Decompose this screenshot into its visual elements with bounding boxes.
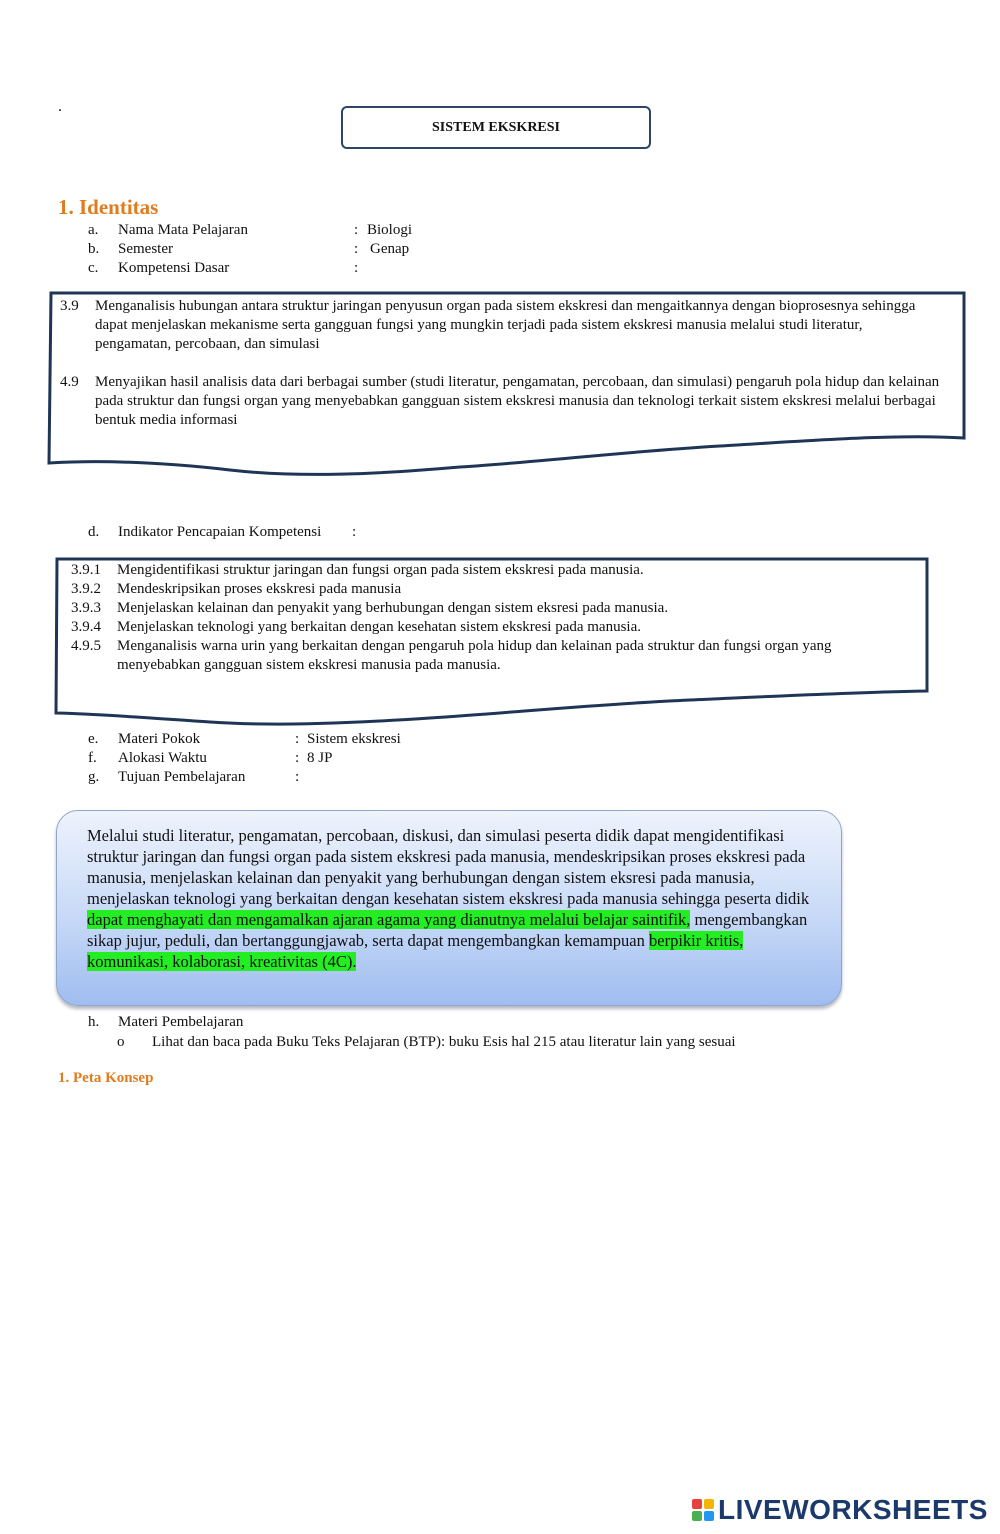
materi-row [88, 1013, 488, 1032]
logo-text: LIVEWORKSHEETS [718, 1494, 988, 1525]
logo-square [692, 1511, 702, 1521]
bullet-icon: o [117, 1034, 125, 1050]
kd-item [60, 373, 940, 430]
row-letter: b. [88, 241, 100, 257]
row-letter: g. [88, 769, 100, 785]
indikator-number: 4.9.5 [71, 638, 101, 654]
row-label: Tujuan Pembelajaran [118, 769, 246, 785]
section-heading-peta-konsep: 1. Peta Konsep [58, 1070, 154, 1086]
row-label: Materi Pembelajaran [118, 1014, 244, 1030]
tujuan-highlight: dapat menghayati dan mengamalkan ajaran agama yang dianutnya melalui belajar saintifik, [87, 910, 691, 929]
row-colon: : [354, 222, 359, 238]
row-label: Indikator Pencapaian Kompetensi [118, 524, 322, 540]
row-colon: : [295, 769, 300, 785]
logo-icon [692, 1499, 714, 1521]
row-value: 8 JP [307, 750, 333, 766]
tujuan-highlight: berpikir kritis, komunikasi, kolaborasi, kreativitas (4C). [87, 931, 744, 971]
kd-number: 4.9 [60, 374, 79, 390]
row-letter: e. [88, 731, 99, 747]
indikator-list [71, 561, 911, 675]
tujuan-text-part: mengembangkan sikap jujur, peduli, dan bertanggungjawab, serta dapat mengembangkan kemampuan [87, 910, 808, 950]
logo-square [704, 1511, 714, 1521]
kd-number: 3.9 [60, 298, 79, 314]
identity-row-materi-pokok [88, 730, 488, 749]
row-value: Genap [370, 241, 410, 257]
row-label: Materi Pokok [118, 731, 201, 747]
indikator-text: Mengidentifikasi struktur jaringan dan fungsi organ pada sistem ekskresi pada manusia. [117, 562, 644, 578]
kd-list [60, 297, 940, 430]
page-title: SISTEM EKSKRESI [432, 119, 560, 135]
section-heading-identitas: 1. Identitas [58, 195, 159, 219]
indikator-text: Menjelaskan kelainan dan penyakit yang berhubungan dengan sistem eksresi pada manusia. [117, 600, 669, 616]
row-value: Biologi [367, 222, 413, 238]
indikator-item [71, 580, 911, 599]
kd-item [60, 297, 940, 354]
row-colon: : [295, 750, 300, 766]
indikator-number: 3.9.4 [71, 619, 101, 635]
indikator-number: 3.9.2 [71, 581, 101, 597]
row-letter: d. [88, 524, 100, 540]
materi-item-text: Lihat dan baca pada Buku Teks Pelajaran (BTP): buku Esis hal 215 atau literatur lain yang sesuai [152, 1034, 736, 1050]
kd-text: Menyajikan hasil analisis data dari berbagai sumber (studi literatur, pengamatan, percobaan, dan simulasi) pengaruh pola hidup dan kelainan pada struktur dan fungsi organ yang menyebabkan gangguan sistem ekskresi manusia dan teknologi terkait sistem ekskresi melalui berbagai bentuk media informasi [95, 374, 940, 428]
row-label: Alokasi Waktu [118, 750, 207, 766]
indikator-number: 3.9.3 [71, 600, 101, 616]
logo-square [704, 1499, 714, 1509]
indikator-item [71, 599, 911, 618]
row-letter: f. [88, 750, 97, 766]
identity-row-alokasi [88, 749, 488, 768]
row-colon: : [354, 260, 359, 276]
indikator-item [71, 561, 911, 580]
tujuan-text-part: Melalui studi literatur, pengamatan, percobaan, diskusi, dan simulasi peserta didik dapat mengidentifikasi struktur jaringan dan fungsi organ pada sistem ekskresi pada manusia, mendeskripsikan proses ekskresi pada manusia, menjelaskan kelainan dan penyakit yang berhubungan dengan sistem eksresi pada manusia, menjelaskan teknologi yang berkaitan dengan kesehatan sistem ekskresi pada manusia sehingga peserta didik [87, 826, 810, 908]
indikator-text: Menjelaskan teknologi yang berkaitan dengan kesehatan sistem ekskresi pada manusia. [117, 619, 642, 635]
logo-square [692, 1499, 702, 1509]
kd-text: Menganalisis hubungan antara struktur jaringan penyusun organ pada sistem ekskresi dan mengaitkannya dengan bioprosesnya sehingga dapat menjelaskan mekanisme serta gangguan fungsi yang mungkin terjadi pada sistem ekskresi manusia melalui studi literatur, pengamatan, percobaan, dan simulasi [95, 298, 916, 352]
indikator-item [71, 637, 911, 675]
tujuan-text [87, 825, 812, 972]
row-colon: : [354, 241, 359, 257]
materi-item [117, 1033, 837, 1052]
row-colon: : [295, 731, 300, 747]
row-letter: c. [88, 260, 99, 276]
row-colon: : [352, 524, 357, 540]
indikator-number: 3.9.1 [71, 562, 101, 578]
indikator-item [71, 618, 911, 637]
row-label: Nama Mata Pelajaran [118, 222, 248, 238]
kd-box-frame [0, 0, 1000, 520]
row-letter: h. [88, 1014, 100, 1030]
page-dot: . [58, 98, 62, 115]
identity-row-tujuan [88, 768, 488, 787]
row-label: Semester [118, 241, 173, 257]
indikator-text: Mendeskripsikan proses ekskresi pada manusia [117, 581, 402, 597]
indikator-text: Menganalisis warna urin yang berkaitan dengan pengaruh pola hidup dan kelainan pada struktur dan fungsi organ yang menyebabkan gangguan sistem ekskresi manusia pada manusia. [117, 638, 832, 673]
row-value: Sistem ekskresi [307, 731, 401, 747]
liveworksheets-logo [692, 1494, 988, 1526]
row-letter: a. [88, 222, 99, 238]
row-label: Kompetensi Dasar [118, 260, 230, 276]
